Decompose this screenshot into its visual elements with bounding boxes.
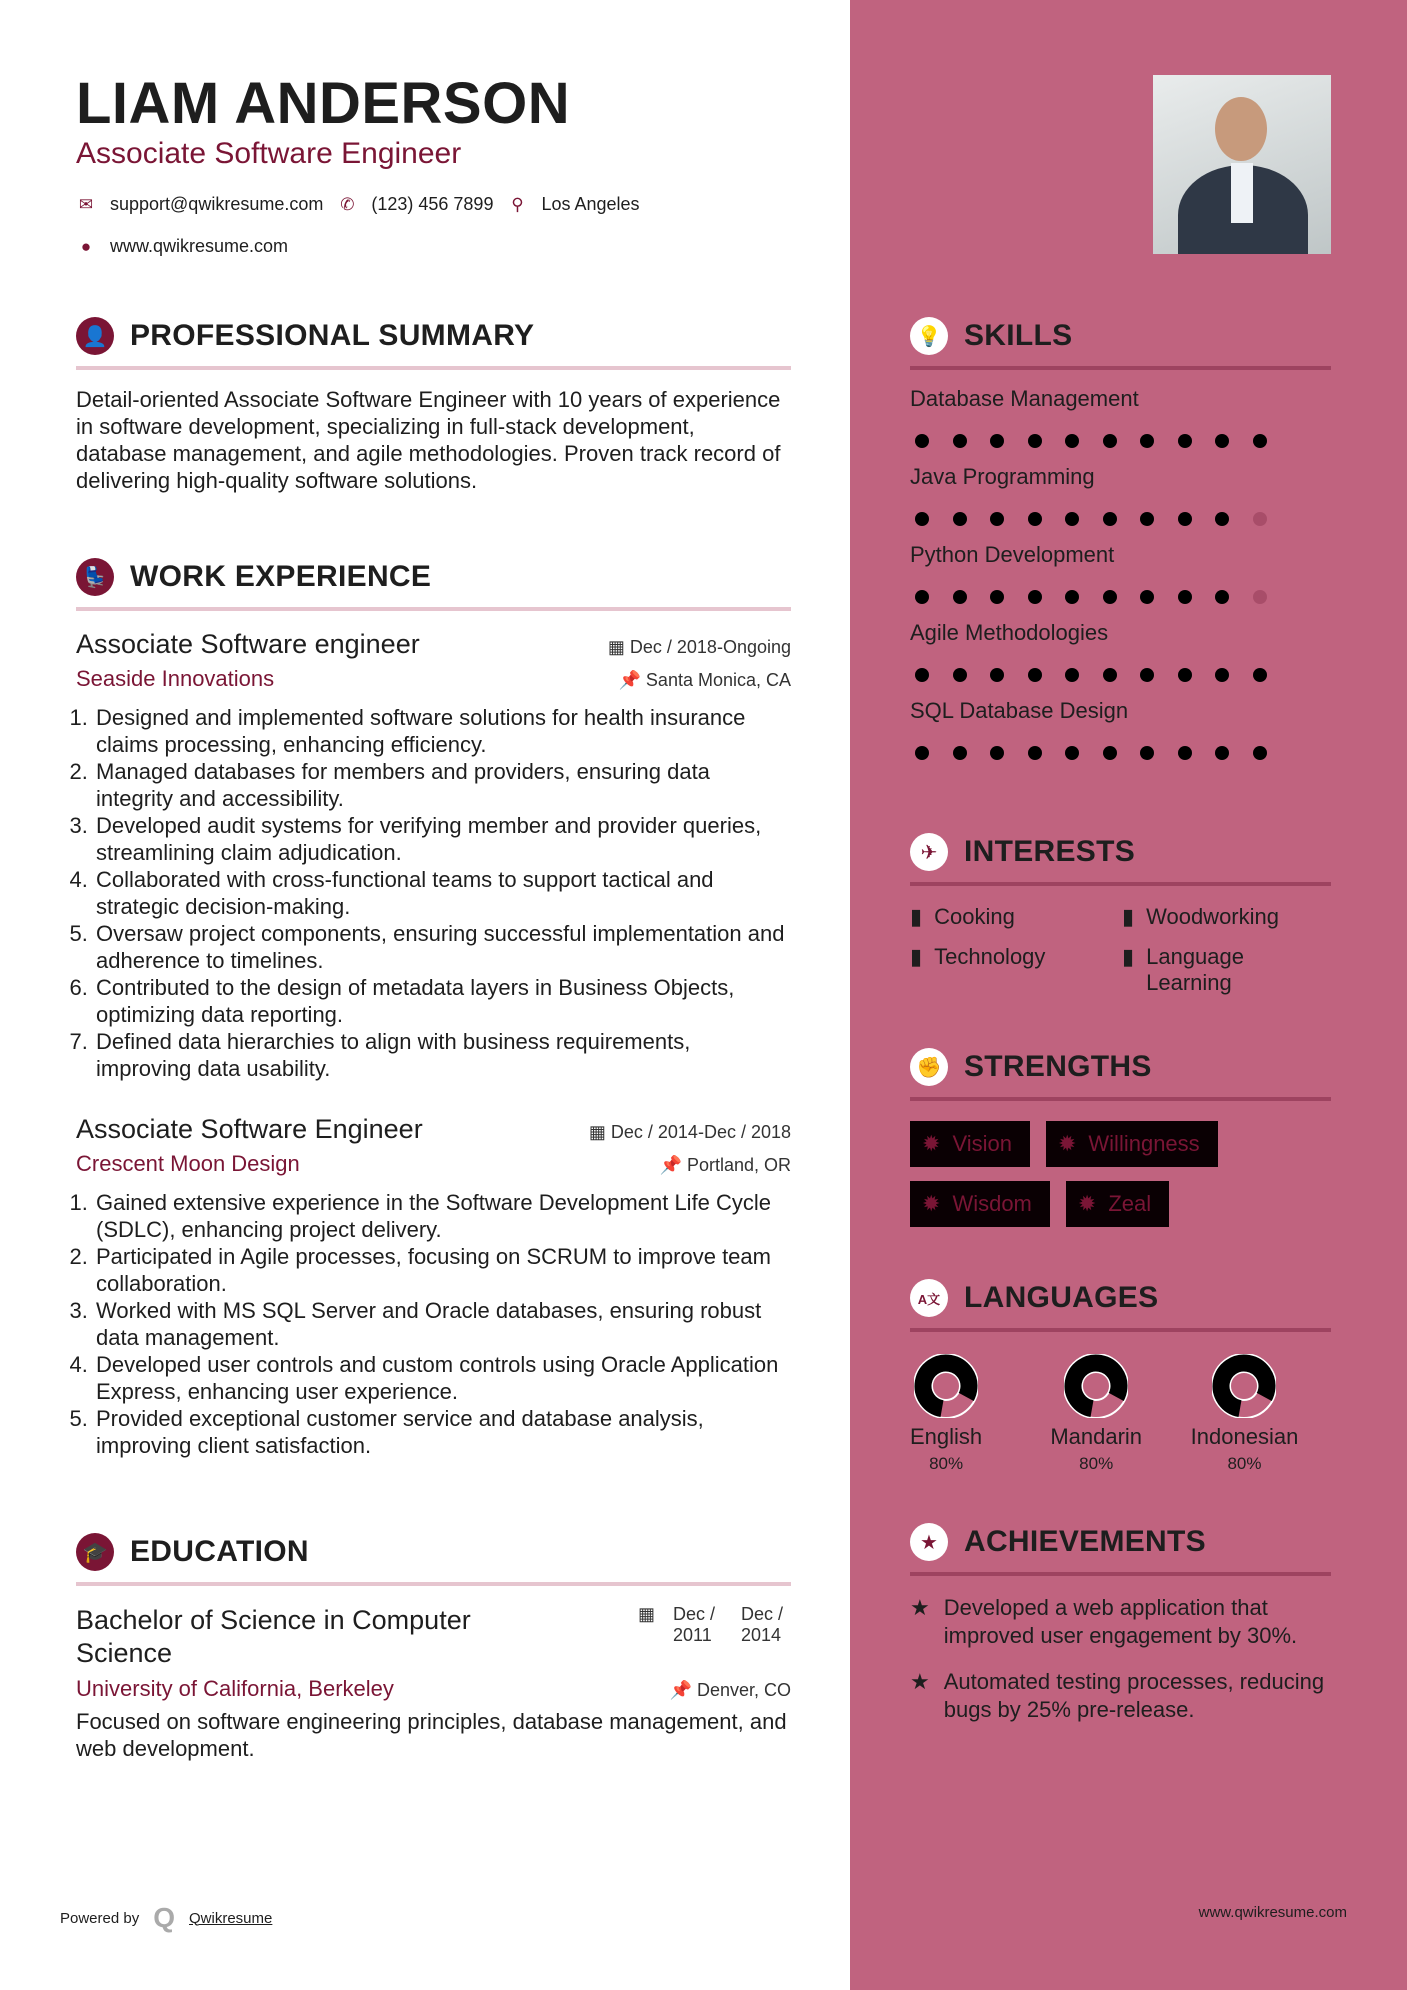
- job-location: Santa Monica, CA: [645, 670, 791, 690]
- interest-item: [1122, 904, 1322, 930]
- language-donut: [1212, 1354, 1276, 1418]
- rating-dot-filled: [1253, 746, 1267, 760]
- rating-dot-filled: [1065, 590, 1079, 604]
- skill-name: Java Programming: [910, 464, 1095, 489]
- language-pct: 80%: [929, 1454, 964, 1473]
- skill-rating: [915, 434, 1331, 448]
- skill-item: [910, 542, 1331, 604]
- badge-icon: ✹: [1077, 1191, 1097, 1216]
- rating-dot-filled: [1178, 590, 1192, 604]
- rating-dot-empty: [1253, 512, 1267, 526]
- job-title: Associate Software Engineer: [76, 1114, 423, 1144]
- envelope-icon: ✉: [78, 194, 94, 214]
- language-item: [1050, 1354, 1190, 1474]
- rating-dot-empty: [1253, 590, 1267, 604]
- section-heading: STRENGTHS: [964, 1050, 1152, 1083]
- achievement-item: [910, 1668, 1331, 1724]
- rating-dot-filled: [915, 668, 929, 682]
- language-name: Mandarin: [1050, 1424, 1143, 1449]
- interest-item: [1122, 944, 1322, 996]
- job-bullet: 5. Provided exceptional customer service and database analysis, improving client satisfaction.: [94, 1405, 791, 1459]
- language-pct: 80%: [1227, 1454, 1262, 1473]
- star-icon: ★: [910, 1669, 930, 1694]
- rating-dot-filled: [1103, 512, 1117, 526]
- job-bullet: 6. Contributed to the design of metadata layers in Business Objects, optimizing data reporting.: [94, 974, 791, 1028]
- edu-start: Dec / 2011: [673, 1604, 716, 1645]
- skill-item: [910, 464, 1331, 526]
- education-section: [76, 1530, 791, 1762]
- strength-label: Vision: [952, 1131, 1012, 1156]
- rating-dot-filled: [1065, 434, 1079, 448]
- divider: [76, 607, 791, 611]
- rating-dot-filled: [990, 590, 1004, 604]
- summary-section: [76, 314, 791, 494]
- website[interactable]: www.qwikresume.com: [110, 236, 289, 256]
- profile-photo: [1153, 75, 1331, 254]
- book-icon: ▮: [1122, 944, 1135, 969]
- rating-dot-filled: [1215, 590, 1229, 604]
- company: Seaside Innovations: [76, 666, 275, 691]
- strength-tag: [910, 1121, 1030, 1167]
- language-donut: [914, 1354, 978, 1418]
- interest-label: Cooking: [934, 904, 1015, 929]
- job-bullet: 1. Designed and implemented software solutions for health insurance claims processing, enhancing efficiency.: [94, 704, 791, 758]
- rating-dot-filled: [990, 434, 1004, 448]
- section-heading: SKILLS: [964, 319, 1073, 352]
- job-bullet: 2. Managed databases for members and providers, ensuring data integrity and accessibility.: [94, 758, 791, 812]
- strength-label: Zeal: [1108, 1191, 1152, 1216]
- job-bullet: 5. Oversaw project components, ensuring successful implementation and adherence to timelines.: [94, 920, 791, 974]
- skill-rating: [915, 512, 1331, 526]
- strength-label: Wisdom: [952, 1191, 1032, 1216]
- briefcase-icon: 💺: [76, 558, 114, 596]
- interest-label: Language Learning: [1146, 944, 1244, 995]
- rating-dot-filled: [1178, 668, 1192, 682]
- rating-dot-filled: [1028, 746, 1042, 760]
- rating-dot-filled: [1103, 668, 1117, 682]
- skill-rating: [915, 668, 1331, 682]
- badge-icon: ✹: [1057, 1131, 1077, 1156]
- achievement-text: Automated testing processes, reducing bugs by 25% pre-release.: [943, 1669, 1325, 1722]
- divider: [76, 1582, 791, 1586]
- strength-label: Willingness: [1088, 1131, 1200, 1156]
- section-heading: LANGUAGES: [964, 1281, 1159, 1314]
- skill-name: Python Development: [910, 542, 1115, 567]
- section-heading: EDUCATION: [130, 1535, 309, 1568]
- interests-section: [910, 830, 1331, 996]
- job-title: Associate Software engineer: [76, 629, 420, 659]
- strength-tag: [1046, 1121, 1218, 1167]
- interest-label: Technology: [934, 944, 1046, 969]
- badge-icon: ✹: [922, 1131, 941, 1156]
- rating-dot-filled: [1178, 434, 1192, 448]
- job-bullet: 4. Collaborated with cross-functional teams to support tactical and strategic decision-making.: [94, 866, 791, 920]
- rating-dot-filled: [1253, 434, 1267, 448]
- badge-icon: ✹: [922, 1191, 941, 1216]
- strength-tag: [910, 1181, 1050, 1227]
- rating-dot-filled: [915, 512, 929, 526]
- language-pct: 80%: [1079, 1454, 1114, 1473]
- edu-end: Dec / 2014: [741, 1604, 784, 1645]
- languages-section: [910, 1276, 1331, 1474]
- divider: [910, 1097, 1331, 1101]
- fist-icon: ✊: [910, 1048, 948, 1086]
- strength-tag: [1066, 1181, 1169, 1227]
- edu-text: Focused on software engineering principles, database management, and web development.: [76, 1709, 787, 1761]
- pin-icon: 📌: [618, 670, 646, 690]
- rating-dot-filled: [1215, 512, 1229, 526]
- rating-dot-filled: [1140, 668, 1154, 682]
- rating-dot-filled: [953, 668, 967, 682]
- section-heading: WORK EXPERIENCE: [130, 560, 432, 593]
- school: University of California, Berkeley: [76, 1676, 394, 1701]
- rating-dot-filled: [953, 512, 967, 526]
- divider: [910, 1328, 1331, 1332]
- divider: [910, 1572, 1331, 1576]
- rating-dot-filled: [1140, 590, 1154, 604]
- candidate-name: LIAM ANDERSON: [76, 71, 571, 136]
- email[interactable]: support@qwikresume.com: [110, 194, 324, 214]
- rating-dot-filled: [1103, 434, 1117, 448]
- calendar-icon: ▦: [637, 1604, 655, 1624]
- rating-dot-filled: [1140, 512, 1154, 526]
- job-entry: [76, 629, 791, 1082]
- work-section: [76, 555, 791, 1459]
- rating-dot-filled: [1215, 434, 1229, 448]
- job-bullet: 7. Defined data hierarchies to align with business requirements, improving data usability.: [94, 1028, 791, 1082]
- book-icon: ▮: [910, 944, 923, 969]
- language-name: Indonesian: [1190, 1424, 1299, 1449]
- interest-item: [910, 904, 1122, 930]
- edu-location: Denver, CO: [696, 1680, 791, 1700]
- phone: (123) 456 7899: [371, 194, 494, 214]
- star-badge-icon: ★: [910, 1523, 948, 1561]
- star-icon: ★: [910, 1595, 930, 1620]
- rating-dot-filled: [953, 434, 967, 448]
- rating-dot-filled: [953, 590, 967, 604]
- skills-section: [910, 314, 1331, 760]
- rating-dot-filled: [1215, 746, 1229, 760]
- job-entry: [76, 1114, 791, 1459]
- company: Crescent Moon Design: [76, 1151, 300, 1176]
- rating-dot-filled: [1140, 434, 1154, 448]
- section-heading: PROFESSIONAL SUMMARY: [130, 319, 535, 352]
- rating-dot-filled: [1215, 668, 1229, 682]
- website-row: [76, 236, 288, 257]
- job-bullet: 1. Gained extensive experience in the Software Development Life Cycle (SDLC), enhancing project delivery.: [94, 1189, 791, 1243]
- language-item: [910, 1354, 1050, 1474]
- skill-name: SQL Database Design: [910, 698, 1129, 723]
- skill-name: Agile Methodologies: [910, 620, 1109, 645]
- rating-dot-filled: [990, 668, 1004, 682]
- rating-dot-filled: [915, 746, 929, 760]
- language-item: [1191, 1354, 1331, 1474]
- paper-plane-icon: ✈: [910, 833, 948, 871]
- graduation-icon: 🎓: [76, 1533, 114, 1571]
- job-bullets: [76, 1189, 791, 1459]
- job-bullet: 3. Worked with MS SQL Server and Oracle databases, ensuring robust data management.: [94, 1297, 791, 1351]
- calendar-icon: ▦: [588, 1122, 611, 1142]
- translate-icon: A文: [910, 1279, 948, 1317]
- book-icon: ▮: [910, 904, 923, 929]
- job-bullets: [76, 704, 791, 1082]
- rating-dot-filled: [990, 746, 1004, 760]
- rating-dot-filled: [1103, 746, 1117, 760]
- qwikresume-logo-icon: Q: [153, 1902, 175, 1933]
- skill-rating: [915, 590, 1331, 604]
- language-name: English: [910, 1424, 983, 1449]
- skill-rating: [915, 746, 1331, 760]
- skill-item: [910, 386, 1331, 448]
- rating-dot-filled: [1253, 668, 1267, 682]
- job-bullet: 4. Developed user controls and custom controls using Oracle Application Express, enhancing user experience.: [94, 1351, 791, 1405]
- rating-dot-filled: [1028, 434, 1042, 448]
- rating-dot-filled: [1178, 746, 1192, 760]
- achievement-item: [910, 1594, 1331, 1650]
- powered-by: [60, 1902, 272, 1934]
- job-date: Dec / 2018-Ongoing: [629, 637, 791, 657]
- location: Los Angeles: [541, 194, 640, 214]
- interest-item: [910, 944, 1122, 996]
- calendar-icon: ▦: [607, 637, 630, 657]
- strengths-section: [910, 1045, 1331, 1227]
- rating-dot-filled: [915, 590, 929, 604]
- phone-icon: ✆: [340, 194, 355, 214]
- job-bullet: 3. Developed audit systems for verifying member and provider queries, streamlining claim adjudication.: [94, 812, 791, 866]
- section-heading: ACHIEVEMENTS: [964, 1525, 1206, 1558]
- rating-dot-filled: [1028, 668, 1042, 682]
- rating-dot-filled: [1103, 590, 1117, 604]
- rating-dot-filled: [990, 512, 1004, 526]
- language-donut: [1064, 1354, 1128, 1418]
- section-heading: INTERESTS: [964, 835, 1136, 868]
- brand-link[interactable]: Qwikresume: [189, 1909, 273, 1927]
- rating-dot-filled: [953, 746, 967, 760]
- achievements-section: [910, 1520, 1331, 1724]
- candidate-title: Associate Software Engineer: [76, 137, 462, 170]
- user-icon: 👤: [76, 317, 114, 355]
- skill-item: [910, 698, 1331, 760]
- job-location: Portland, OR: [686, 1155, 791, 1175]
- rating-dot-filled: [1028, 512, 1042, 526]
- rating-dot-filled: [1065, 746, 1079, 760]
- footer-website[interactable]: www.qwikresume.com: [1198, 1904, 1347, 1921]
- globe-icon: ●: [80, 236, 92, 256]
- powered-label: Powered by: [60, 1909, 140, 1927]
- rating-dot-filled: [915, 434, 929, 448]
- skill-name: Database Management: [910, 386, 1139, 411]
- divider: [910, 882, 1331, 886]
- job-date: Dec / 2014-Dec / 2018: [610, 1122, 791, 1142]
- degree: Bachelor of Science in Computer Science: [76, 1605, 471, 1668]
- map-pin-icon: ⚲: [511, 194, 524, 214]
- job-bullet: 2. Participated in Agile processes, focusing on SCRUM to improve team collaboration.: [94, 1243, 791, 1297]
- divider: [76, 366, 791, 370]
- rating-dot-filled: [1065, 512, 1079, 526]
- skill-item: [910, 620, 1331, 682]
- contact-row: [76, 194, 640, 215]
- pin-icon: 📌: [659, 1155, 687, 1175]
- rating-dot-filled: [1140, 746, 1154, 760]
- rating-dot-filled: [1065, 668, 1079, 682]
- summary-text: Detail-oriented Associate Software Engineer with 10 years of experience in software development, specializing in full-stack development, database management, and agile methodologies. Proven track record of delivering high-quality software solutions.: [76, 387, 781, 493]
- lightbulb-icon: 💡: [910, 317, 948, 355]
- achievement-text: Developed a web application that improved user engagement by 30%.: [943, 1595, 1298, 1648]
- interest-label: Woodworking: [1146, 904, 1279, 929]
- rating-dot-filled: [1178, 512, 1192, 526]
- rating-dot-filled: [1028, 590, 1042, 604]
- book-icon: ▮: [1122, 904, 1135, 929]
- pin-icon: 📌: [669, 1680, 697, 1700]
- divider: [910, 366, 1331, 370]
